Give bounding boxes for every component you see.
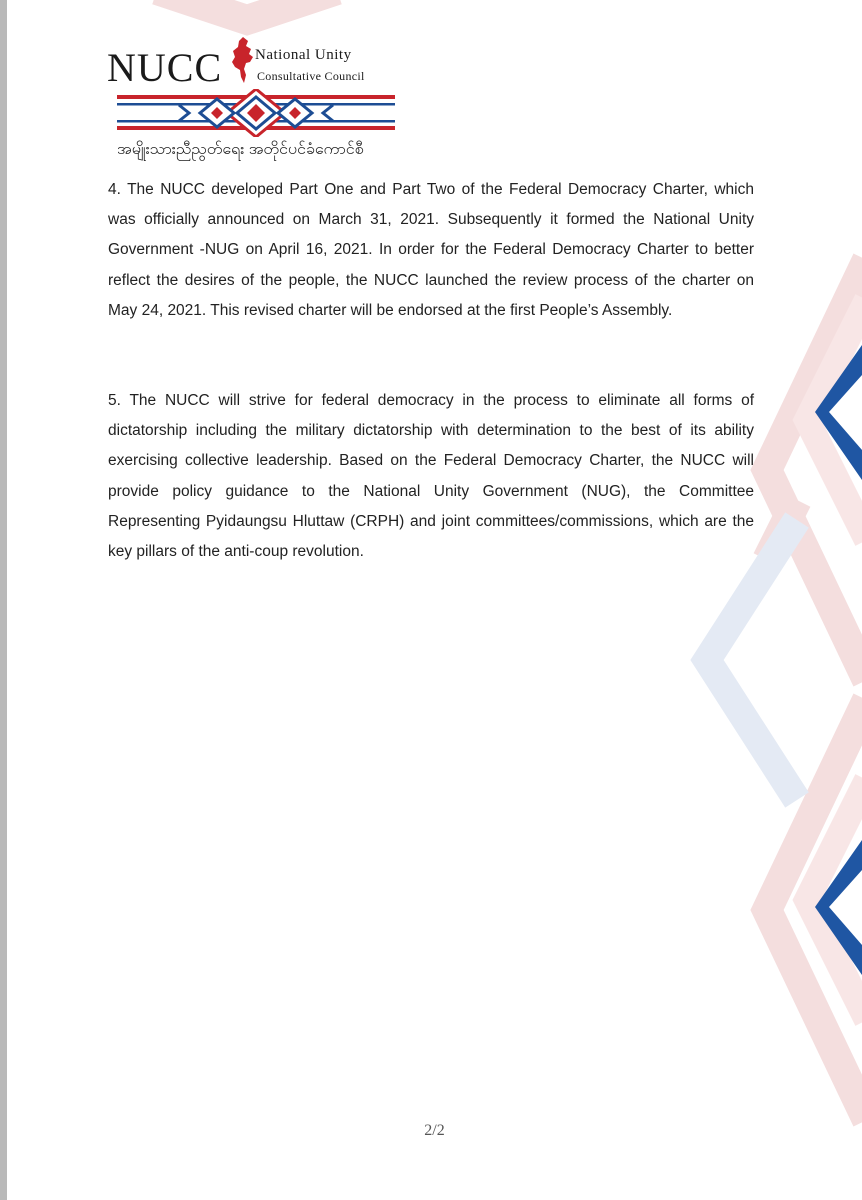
paragraph-4: 4. The NUCC developed Part One and Part Two of the Federal Democracy Charter, which was officially announced on March 31, 2021. Subsequently it formed the National Unity Government -NUG on April 16, 2021. In order for the Federal Democracy Charter to better reflect the desires of the people, the NUCC launched the review process of the charter on May 24, 2021. This revised charter will be endorsed at the first People’s Assembly. [108,181,754,319]
logo-name-line1: National Unity [255,47,352,63]
logo-acronym: NUCC [107,45,223,90]
logo-myanmar-name: အမျိုးသားညီညွတ်ရေး အတိုင်ပင်ခံကောင်စီ [117,141,364,158]
nucc-logo [105,34,395,164]
document-page [7,0,862,1200]
logo-name-line2: Consultative Council [257,69,365,83]
paragraph-5: 5. The NUCC will strive for federal democracy in the process to eliminate all forms of dictatorship including the military dictatorship with determination to the best of its ability exercising collective leadership. Based on the Federal Democracy Charter, the NUCC will provide policy guidance to the National Unity Government (NUG), the Committee Representing Pyidaungsu Hluttaw (CRPH) and joint committees/commissions, which are the key pillars of the anti-coup revolution. [108,392,754,561]
page-number: 2/2 [424,1122,445,1139]
logo-pattern-band [117,89,395,137]
